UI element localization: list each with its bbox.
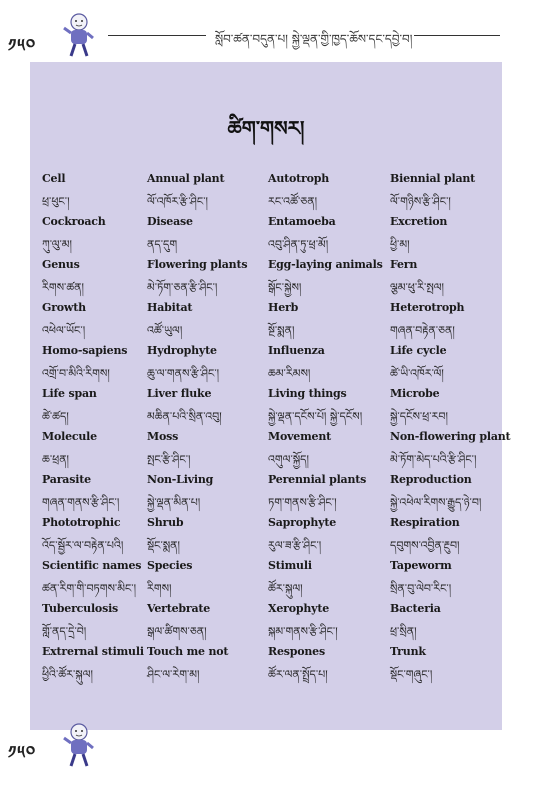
english-term: Xerophyte — [268, 602, 330, 615]
glossary-entry — [268, 387, 362, 435]
tibetan-term: ཚེ་ཚད། — [42, 410, 69, 423]
english-term: Extrernal stimuli — [42, 645, 144, 658]
tibetan-term: ཕྱི་མ། — [390, 238, 410, 251]
glossary-entry — [42, 215, 106, 263]
glossary-grid — [42, 172, 511, 688]
glossary-entry — [268, 645, 328, 693]
tibetan-term: སྒོང་སྐྱེས། — [268, 281, 302, 294]
tibetan-term: འོད་སྦྱོར་ལ་བརྟེན་པའི། — [42, 539, 124, 552]
glossary-entry — [390, 602, 441, 650]
glossary-entry — [390, 258, 444, 306]
tibetan-term: ཆ་ཕྲན། — [42, 453, 69, 466]
glossary-entry — [147, 516, 183, 564]
mascot-illustration-bottom — [62, 722, 96, 768]
english-term: Flowering plants — [147, 258, 248, 271]
glossary-entry — [268, 344, 325, 392]
english-term: Life cycle — [390, 344, 447, 357]
english-term: Shrub — [147, 516, 184, 529]
glossary-entry — [147, 172, 224, 220]
glossary-entry — [42, 559, 141, 607]
glossary-entry — [42, 602, 118, 650]
tibetan-term: དབུགས་འབྱིན་རྔུབ། — [390, 539, 460, 552]
english-term: Tuberculosis — [42, 602, 119, 615]
english-term: Disease — [147, 215, 193, 228]
tibetan-term: མེ་ཏོག་ཅན་རྩི་ཤིང་། — [147, 281, 218, 294]
english-term: Respiration — [390, 516, 460, 529]
glossary-row — [42, 387, 500, 430]
glossary-entry — [390, 215, 447, 263]
tibetan-term: ཤིང་ལ་རེག་མ། — [147, 668, 200, 681]
tibetan-term: སྲིན་བུ་ལེབ་རིང་། — [390, 582, 452, 595]
glossary-entry — [42, 344, 127, 392]
tibetan-term: ཆམ་རིམས། — [268, 367, 311, 380]
tibetan-term: ཕྱིའི་ཚོར་སྐུལ། — [42, 668, 93, 681]
english-term: Parasite — [42, 473, 91, 486]
tibetan-term: གཞན་གནས་རྩི་ཤིང་། — [42, 496, 120, 509]
tibetan-term: ལོ་གཉིས་རྩི་ཤིང་། — [390, 195, 451, 208]
tibetan-term: སྤང་རྩི་ཤིང་། — [147, 453, 191, 466]
tibetan-term: འཕེལ་ཡོང་། — [42, 324, 86, 337]
english-term: Non-Living — [147, 473, 214, 486]
glossary-entry — [147, 215, 193, 263]
tibetan-term: འབུ་ཤིན་ཏུ་ཕྲ་མོ། — [268, 238, 329, 251]
glossary-entry — [147, 301, 192, 349]
english-term: Saprophyte — [268, 516, 337, 529]
tibetan-term: སྐྱེ་འཕེལ་རིགས་རྒྱུད་ཉེ་བ། — [390, 496, 482, 509]
glossary-row — [42, 301, 500, 344]
glossary-entry — [147, 473, 213, 521]
glossary-row — [42, 430, 511, 473]
english-term: Scientific names — [42, 559, 142, 572]
tibetan-term: ཚོར་སྐུལ། — [268, 582, 303, 595]
tibetan-term: ཏག་གནས་རྩི་ཤིང་། — [268, 496, 337, 509]
english-term: Excretion — [390, 215, 448, 228]
english-term: Bacteria — [390, 602, 441, 615]
english-term: Stimuli — [268, 559, 312, 572]
tibetan-term: ལྕམ་ཕུ་རི་སྤལ། — [390, 281, 444, 294]
tibetan-term: མཆིན་པའི་སྲིན་འབུ། — [147, 410, 222, 423]
english-term: Trunk — [390, 645, 426, 658]
english-term: Non-flowering plant — [390, 430, 511, 443]
glossary-entry — [42, 172, 70, 220]
tibetan-term: རུལ་ཟ་རྩི་ཤིང་། — [268, 539, 322, 552]
english-term: Cockroach — [42, 215, 106, 228]
english-term: Autotroph — [268, 172, 330, 185]
glossary-entry — [390, 172, 475, 220]
glossary-row — [42, 602, 500, 645]
tibetan-term: སྐྱེ་ལྡན་དངོས་པོ། སྐྱེ་དངོས། — [268, 410, 363, 423]
english-term: Biennial plant — [390, 172, 476, 185]
glossary-entry — [268, 602, 338, 650]
glossary-entry — [42, 516, 123, 564]
english-term: Species — [147, 559, 193, 572]
english-term: Annual plant — [147, 172, 225, 185]
tibetan-term: ཚན་རིག་གི་བཏགས་མིང་། — [42, 582, 137, 595]
english-term: Influenza — [268, 344, 325, 357]
english-term: Living things — [268, 387, 347, 400]
glossary-entry — [390, 344, 446, 392]
mascot-illustration-top — [62, 12, 96, 58]
english-term: Microbe — [390, 387, 440, 400]
glossary-entry — [147, 344, 219, 392]
tibetan-term: སྡོང་སྨན། — [147, 539, 180, 552]
english-term: Reproduction — [390, 473, 472, 486]
glossary-row — [42, 172, 500, 215]
glossary-entry — [147, 559, 192, 607]
glossary-entry — [147, 258, 247, 306]
tibetan-term: སྐྱེ་དངོས་ཕྲ་རབ། — [390, 410, 448, 423]
english-term: Cell — [42, 172, 66, 185]
tibetan-term: གཞན་བརྟེན་ཅན། — [390, 324, 455, 337]
tibetan-term: སྐམ་གནས་རྩི་ཤིང་། — [268, 625, 338, 638]
tibetan-term: སྡོང་གཞུང་། — [390, 668, 433, 681]
glossary-entry — [390, 387, 448, 435]
english-term: Growth — [42, 301, 86, 314]
english-term: Liver fluke — [147, 387, 212, 400]
english-term: Vertebrate — [147, 602, 211, 615]
tibetan-term: ཚེ་ཡི་འཁོར་ལོ། — [390, 367, 444, 380]
glossary-row — [42, 559, 500, 602]
glossary-entry — [268, 172, 329, 220]
tibetan-term: ཕྲ་སྲིན། — [390, 625, 417, 638]
english-term: Molecule — [42, 430, 97, 443]
glossary-entry — [268, 559, 312, 607]
tibetan-term: ཕྲ་ཕུང་། — [42, 195, 70, 208]
tibetan-term: འཚོ་ཡུལ། — [147, 324, 183, 337]
running-header: སློབ་ཚན་བདུན་པ། སྐྱེ་ལྡན་གྱི་ཁྱད་ཆོས་དང་དབྱེ་བ། — [215, 32, 413, 46]
glossary-row — [42, 258, 500, 301]
glossary-entry — [42, 473, 119, 521]
glossary-row — [42, 645, 500, 688]
glossary-entry — [268, 516, 336, 564]
glossary-entry — [147, 645, 228, 693]
header-rule-right — [414, 35, 500, 36]
english-term: Hydrophyte — [147, 344, 217, 357]
english-term: Habitat — [147, 301, 193, 314]
glossary-entry — [147, 602, 210, 650]
english-term: Herb — [268, 301, 299, 314]
glossary-panel — [30, 62, 511, 730]
glossary-entry — [42, 387, 97, 435]
glossary-entry — [268, 430, 331, 478]
glossary-title: ཚིག་གསར། — [227, 116, 305, 140]
english-term: Respones — [268, 645, 325, 658]
glossary-row — [42, 473, 500, 516]
english-term: Homo-sapiens — [42, 344, 128, 357]
english-term: Phototrophic — [42, 516, 121, 529]
tibetan-term: སྒལ་ཚིགས་ཅན། — [147, 625, 207, 638]
glossary-row — [42, 516, 500, 559]
tibetan-term: ཀུ་ལུ་མ། — [42, 238, 72, 251]
english-term: Moss — [147, 430, 179, 443]
english-term: Movement — [268, 430, 332, 443]
english-term: Perennial plants — [268, 473, 367, 486]
english-term: Fern — [390, 258, 418, 271]
english-term: Genus — [42, 258, 80, 271]
tibetan-term: འགུལ་སྐྱོད། — [268, 453, 309, 466]
tibetan-term: རིགས་ཚན། — [42, 281, 84, 294]
english-term: Entamoeba — [268, 215, 336, 228]
tibetan-term: སྐྱེ་ལྡན་མིན་པ། — [147, 496, 201, 509]
glossary-row — [42, 215, 500, 258]
glossary-entry — [268, 301, 298, 349]
tibetan-term: ནད་དུག — [147, 238, 178, 251]
glossary-entry — [390, 559, 452, 607]
glossary-entry — [147, 387, 222, 435]
page-number-top: ༡༥༠ — [8, 36, 37, 56]
page-number-bottom: ༡༥༠ — [8, 743, 37, 763]
glossary-entry — [42, 258, 84, 306]
tibetan-term: འགྲོ་བ་མིའི་རིགས། — [42, 367, 110, 380]
tibetan-term: སྔོ་སྨན། — [268, 324, 295, 337]
glossary-entry — [390, 516, 460, 564]
english-term: Egg-laying animals — [268, 258, 383, 271]
tibetan-term: ཚོར་ལན་སྤྲོད་པ། — [268, 668, 328, 681]
glossary-row — [42, 344, 500, 387]
tibetan-term: རིགས། — [147, 582, 172, 595]
english-term: Tapeworm — [390, 559, 452, 572]
glossary-entry — [390, 473, 481, 521]
tibetan-term: མེ་ཏོག་མེད་པའི་རྩི་ཤིང་། — [390, 453, 477, 466]
tibetan-term: གློ་ནད་དྲེ་བེ། — [42, 625, 87, 638]
tibetan-term: ཆུ་ལ་གནས་རྩི་ཤིང་། — [147, 367, 220, 380]
header-rule-left — [108, 35, 206, 36]
glossary-entry — [268, 258, 383, 306]
tibetan-term: རང་འཚོ་ཅན། — [268, 195, 318, 208]
glossary-entry — [268, 215, 336, 263]
glossary-entry — [42, 301, 86, 349]
english-term: Life span — [42, 387, 97, 400]
tibetan-term: ལོ་འཁོར་རྩི་ཤིང་། — [147, 195, 208, 208]
glossary-entry — [42, 645, 144, 693]
glossary-entry — [390, 301, 464, 349]
english-term: Touch me not — [147, 645, 229, 658]
glossary-entry — [268, 473, 366, 521]
glossary-entry — [390, 430, 510, 478]
english-term: Heterotroph — [390, 301, 465, 314]
glossary-entry — [147, 430, 190, 478]
glossary-entry — [390, 645, 432, 693]
glossary-entry — [42, 430, 97, 478]
